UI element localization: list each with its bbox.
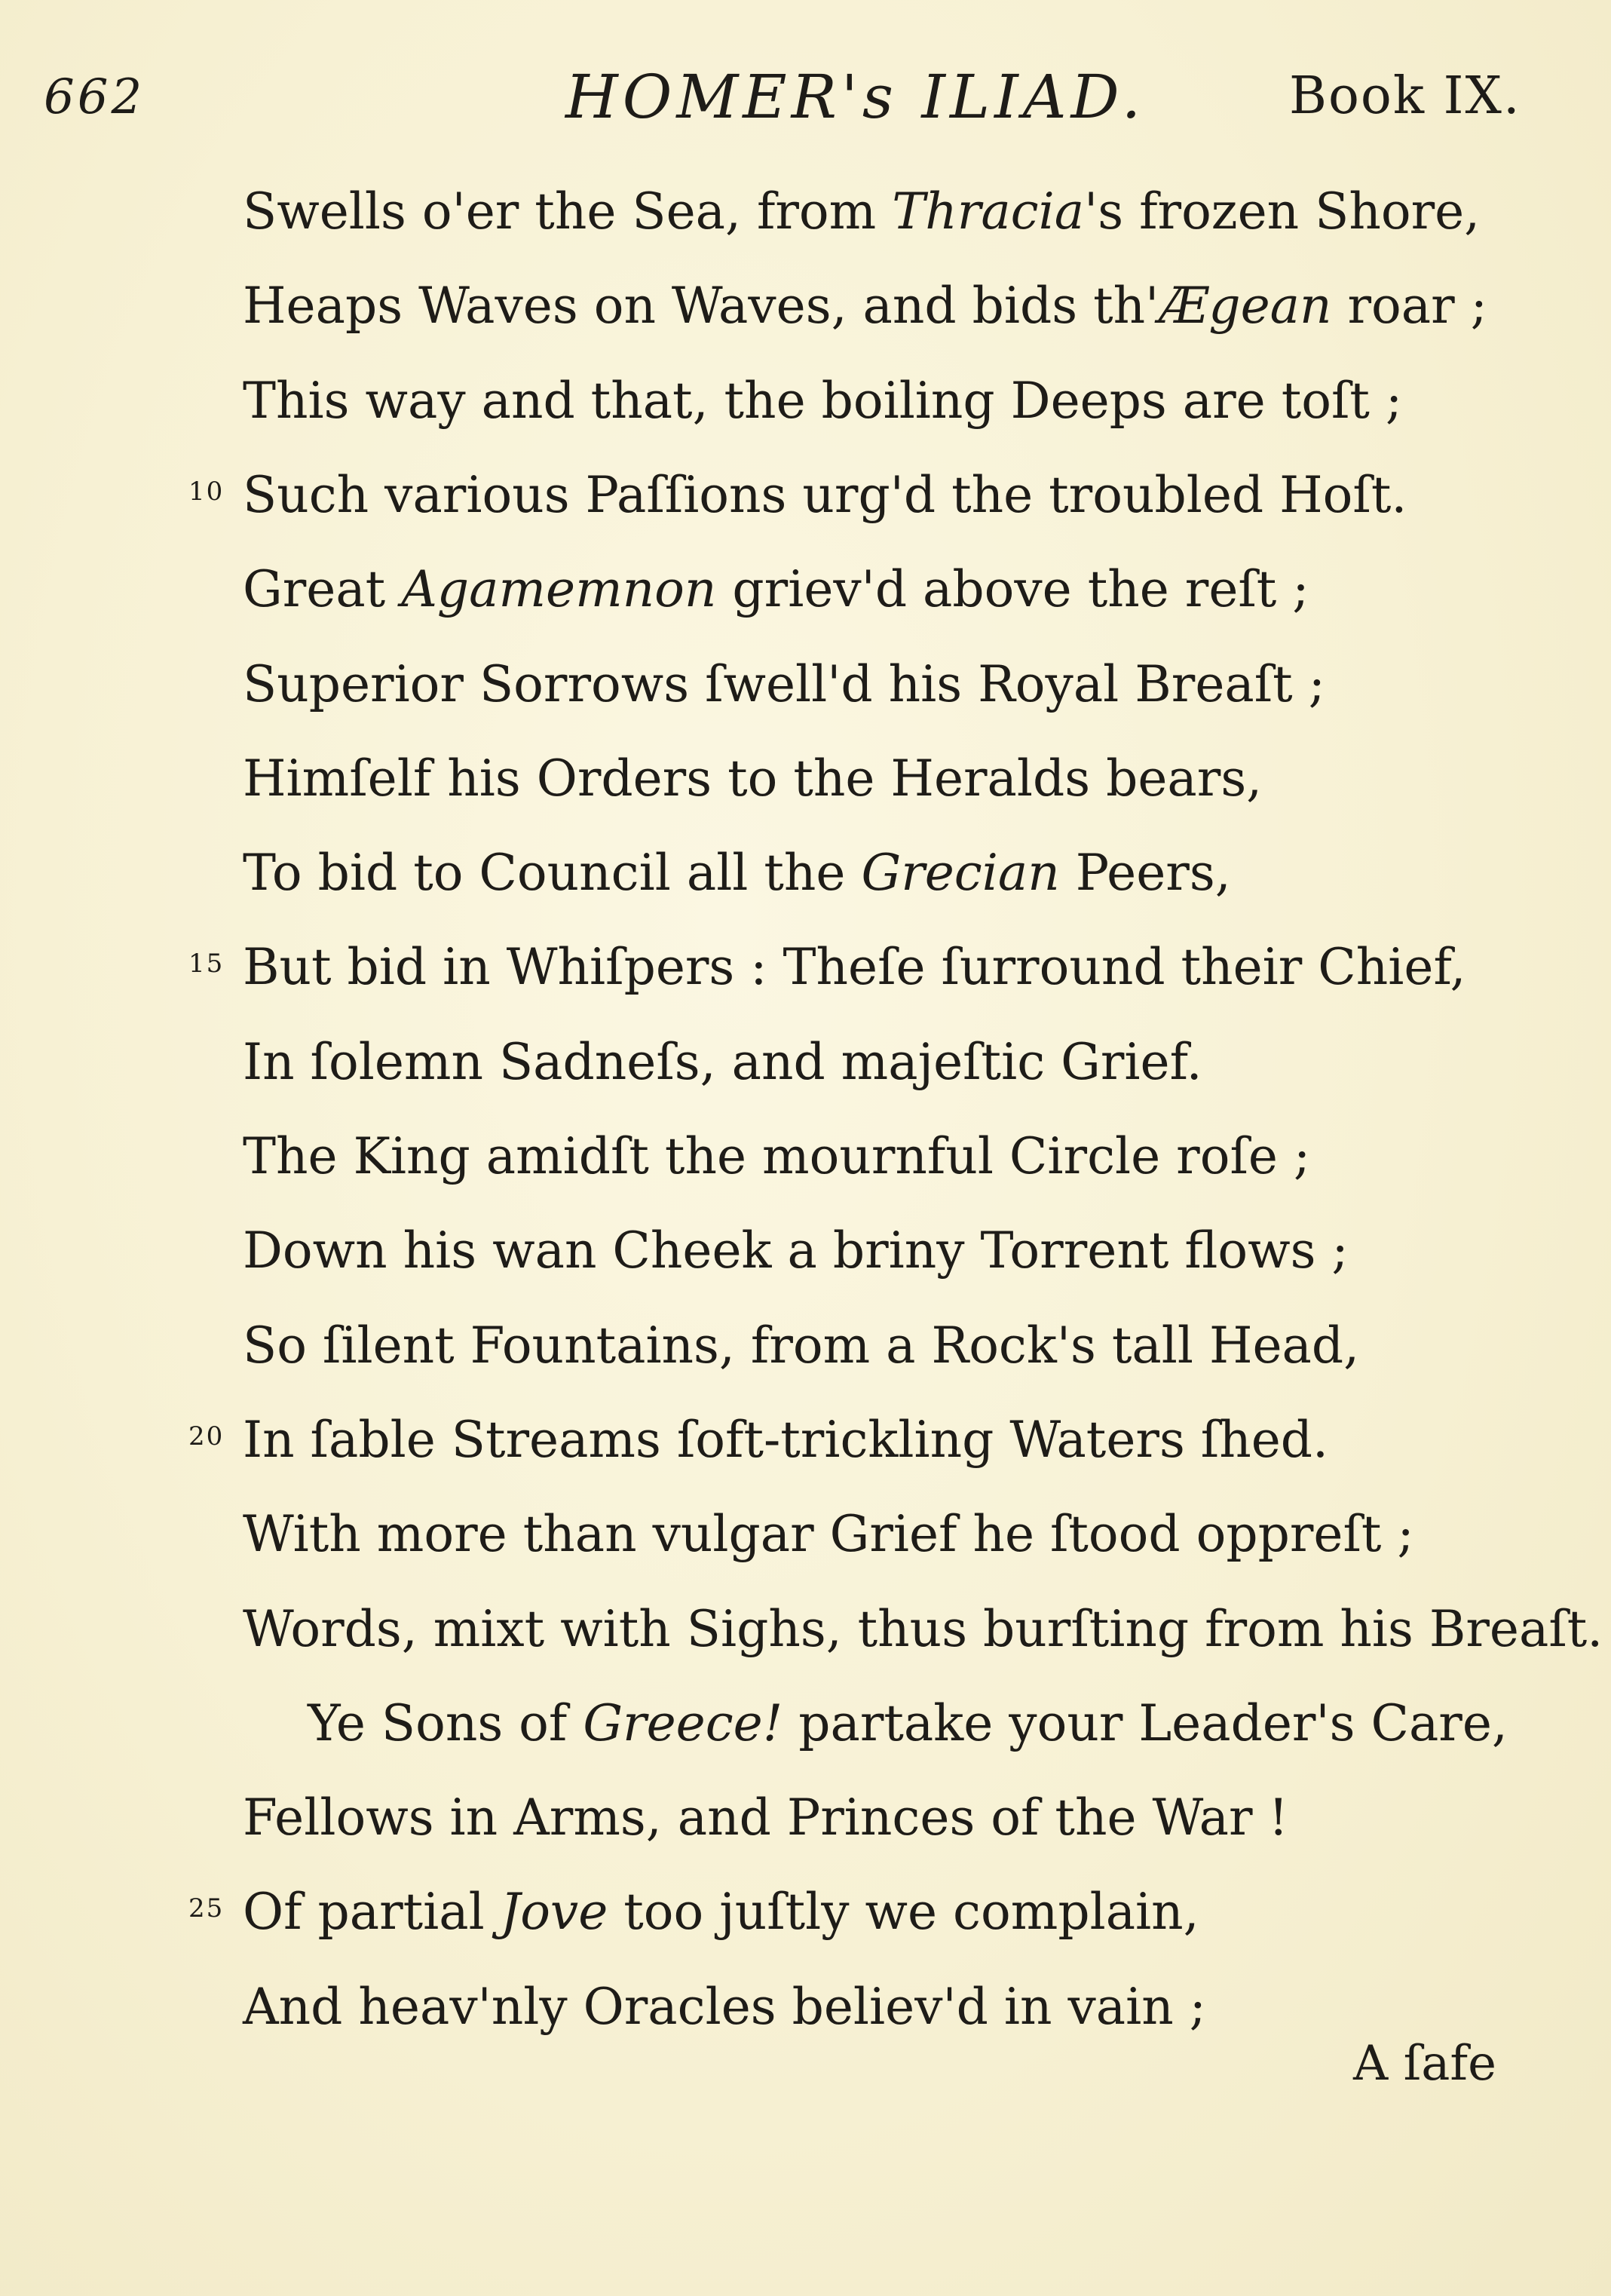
verse-text: Ye Sons of bbox=[308, 1694, 583, 1752]
verse-text: too juſtly we complain, bbox=[608, 1883, 1199, 1942]
verse-text: roar ; bbox=[1331, 277, 1487, 336]
verse-text: So ſilent Fountains, from a Rock's tall Head, bbox=[243, 1316, 1360, 1375]
verse-line bbox=[243, 938, 1466, 997]
line-number: 25 bbox=[188, 1893, 225, 1924]
line-number: 20 bbox=[188, 1421, 225, 1451]
verse-line bbox=[308, 1694, 1508, 1752]
verse-line bbox=[243, 560, 1309, 619]
verse-line bbox=[243, 1599, 1603, 1658]
verse-line bbox=[243, 749, 1263, 808]
verse-text: Such various Paſſions urg'd the troubled Hoſt. bbox=[243, 465, 1407, 524]
verse-line bbox=[243, 182, 1481, 241]
verse-text: griev'd above the reſt ; bbox=[716, 560, 1309, 619]
verse-line bbox=[243, 277, 1487, 336]
verse-text: partake your Leader's Care, bbox=[783, 1694, 1508, 1752]
verse-text: And heav'nly Oracles believ'd in vain ; bbox=[243, 1977, 1206, 2036]
verse-text: But bid in Whiſpers : Theſe ſurround their Chief, bbox=[243, 938, 1466, 997]
book-label: Book IX. bbox=[1289, 66, 1521, 126]
verse-text: Fellows in Arms, and Princes of the War ! bbox=[243, 1789, 1288, 1847]
verse-line bbox=[243, 654, 1325, 713]
verse-italic-text: Ægean bbox=[1159, 277, 1332, 336]
verse-italic-text: Grecian bbox=[861, 844, 1060, 903]
verse-line bbox=[243, 1032, 1202, 1091]
verse-text: Peers, bbox=[1059, 844, 1231, 903]
verse-italic-text: Agamemnon bbox=[401, 560, 717, 619]
verse-text: To bid to Council all the bbox=[243, 844, 862, 903]
verse-text: Swells o'er the Sea, from bbox=[243, 182, 893, 241]
verse-line bbox=[243, 465, 1407, 524]
line-number: 10 bbox=[188, 476, 225, 507]
verse-line bbox=[243, 1883, 1199, 1942]
verse-text: Himſelf his Orders to the Heralds bears, bbox=[243, 749, 1263, 808]
verse-line bbox=[243, 1505, 1414, 1564]
verse-line bbox=[243, 1789, 1288, 1847]
page-number: 662 bbox=[44, 69, 145, 125]
verse-text: Heaps Waves on Waves, and bids th' bbox=[243, 277, 1159, 336]
line-number: 15 bbox=[188, 949, 225, 979]
verse-line bbox=[243, 1316, 1360, 1375]
verse-text: Words, mixt with Sighs, thus burſting from his Breaſt. bbox=[243, 1599, 1603, 1658]
verse-text: In ſolemn Sadneſs, and majeſtic Grief. bbox=[243, 1032, 1202, 1091]
verse-text: This way and that, the boiling Deeps are toſt ; bbox=[243, 371, 1403, 430]
verse-text: Down his wan Cheek a briny Torrent flows ; bbox=[243, 1222, 1349, 1280]
verse-text: Great bbox=[243, 560, 402, 619]
verse-text: In ſable Streams ſoft-trickling Waters ſhed. bbox=[243, 1410, 1329, 1469]
verse-text: Of partial bbox=[243, 1883, 501, 1942]
verse-line bbox=[243, 1127, 1311, 1185]
verse-line bbox=[243, 1977, 1206, 2036]
verse-italic-text: Jove bbox=[500, 1883, 608, 1942]
catchword: A ſafe bbox=[1353, 2036, 1496, 2092]
verse-italic-text: Thracia bbox=[892, 182, 1085, 241]
verse-text: The King amidſt the mournful Circle roſe ; bbox=[243, 1127, 1311, 1185]
verse-text: 's frozen Shore, bbox=[1084, 182, 1481, 241]
verse-text: Superior Sorrows ſwell'd his Royal Breaſt ; bbox=[243, 654, 1325, 713]
running-title: HOMER's ILIAD. bbox=[565, 62, 1146, 132]
verse-text: With more than vulgar Grief he ſtood oppreſt ; bbox=[243, 1505, 1414, 1564]
verse-line bbox=[243, 1222, 1349, 1280]
verse-italic-text: Greece! bbox=[583, 1694, 783, 1752]
verse-line bbox=[243, 371, 1403, 430]
verse-line bbox=[243, 844, 1231, 903]
verse-line bbox=[243, 1410, 1329, 1469]
